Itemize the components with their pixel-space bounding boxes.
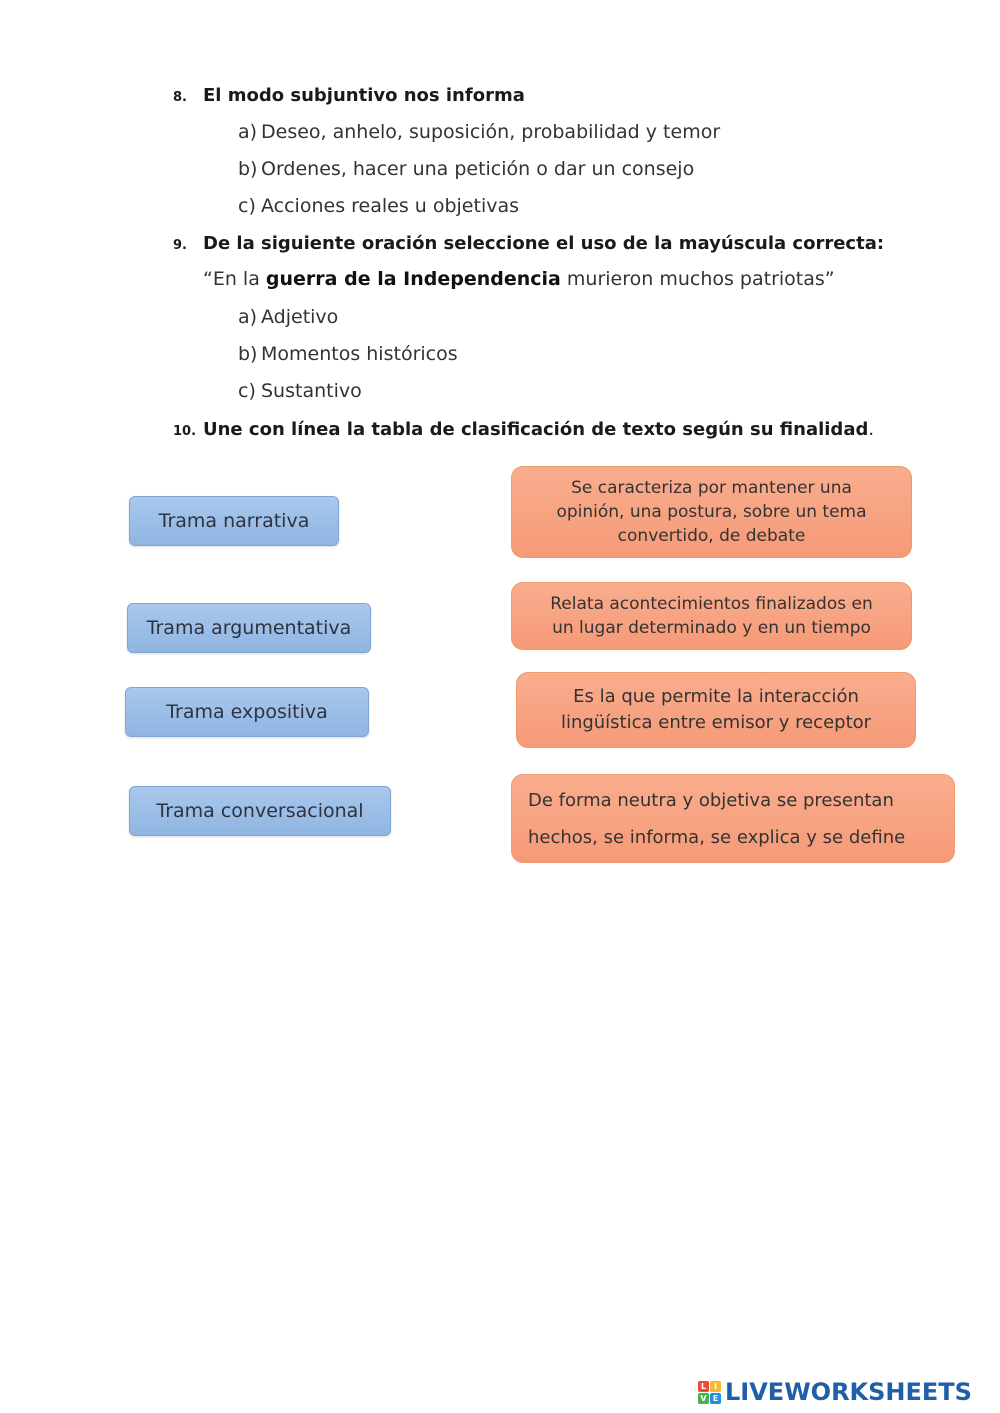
- question-10-suffix: .: [868, 419, 875, 440]
- question-8-option-c[interactable]: [238, 195, 519, 217]
- question-9-option-c[interactable]: [238, 380, 362, 402]
- definition-line: lingüística entre emisor y receptor: [560, 712, 872, 733]
- match-right-expositiva-definition[interactable]: [511, 774, 955, 863]
- match-left-trama-argumentativa[interactable]: [127, 603, 371, 653]
- option-text: Deseo, anhelo, suposición, probabilidad y temor: [261, 121, 721, 143]
- match-left-label: Trama expositiva: [166, 701, 328, 723]
- definition-line: Es la que permite la interacción: [573, 686, 859, 707]
- definition-line: De forma neutra y objetiva se presentan: [528, 789, 894, 811]
- match-right-narrativa-definition[interactable]: [511, 582, 912, 650]
- question-8-heading: [173, 85, 525, 106]
- option-letter: a): [238, 121, 258, 143]
- question-8-text: El modo subjuntivo nos informa: [203, 85, 525, 106]
- liveworksheets-logo[interactable]: [698, 1378, 972, 1406]
- option-text: Sustantivo: [261, 380, 362, 402]
- match-right-argumentativa-definition[interactable]: [511, 466, 912, 558]
- match-right-conversacional-definition[interactable]: [516, 672, 916, 748]
- quote-close: murieron muchos patriotas”: [560, 268, 835, 290]
- question-8-option-a[interactable]: [238, 121, 720, 143]
- match-left-trama-conversacional[interactable]: [129, 786, 391, 836]
- question-8-number: 8.: [173, 90, 187, 105]
- option-letter: a): [238, 306, 258, 328]
- option-text: Momentos históricos: [261, 343, 458, 365]
- logo-letter: L: [698, 1381, 709, 1392]
- definition-line: Se caracteriza por mantener una: [571, 478, 852, 498]
- question-9-option-a[interactable]: [238, 306, 338, 328]
- question-10-heading: [173, 419, 874, 440]
- question-9-quote: [203, 268, 835, 290]
- logo-letter: I: [710, 1381, 721, 1392]
- definition-line: opinión, una postura, sobre un tema: [556, 502, 867, 522]
- option-text: Acciones reales u objetivas: [261, 195, 520, 217]
- question-10-text: Une con línea la tabla de clasificación de texto según su finalidad: [203, 419, 869, 440]
- option-letter: b): [238, 158, 258, 180]
- definition-line: convertido, de debate: [617, 526, 806, 546]
- logo-mark-icon: [698, 1381, 721, 1404]
- question-10-number: 10.: [173, 424, 197, 439]
- definition-line: hechos, se informa, se explica y se define: [528, 826, 906, 848]
- match-left-label: Trama conversacional: [156, 800, 364, 822]
- option-letter: c): [238, 195, 256, 217]
- match-left-trama-narrativa[interactable]: [129, 496, 339, 546]
- question-9-option-b[interactable]: [238, 343, 458, 365]
- match-left-label: Trama argumentativa: [146, 617, 352, 639]
- definition-line: un lugar determinado y en un tiempo: [552, 618, 871, 638]
- option-letter: b): [238, 343, 258, 365]
- quote-bold: guerra de la Independencia: [265, 268, 561, 290]
- logo-text: LIVEWORKSHEETS: [725, 1378, 972, 1406]
- definition-line: Relata acontecimientos finalizados en: [550, 594, 873, 614]
- question-8-option-b[interactable]: [238, 158, 694, 180]
- quote-open: “En la: [203, 268, 266, 290]
- question-9-number: 9.: [173, 238, 187, 253]
- option-text: Adjetivo: [261, 306, 339, 328]
- logo-letter: E: [710, 1393, 721, 1404]
- match-left-trama-expositiva[interactable]: [125, 687, 369, 737]
- question-9-heading: [173, 233, 884, 254]
- question-9-text: De la siguiente oración seleccione el uso de la mayúscula correcta:: [203, 233, 885, 254]
- match-left-label: Trama narrativa: [158, 510, 310, 532]
- logo-letter: V: [698, 1393, 709, 1404]
- option-letter: c): [238, 380, 256, 402]
- option-text: Ordenes, hacer una petición o dar un consejo: [261, 158, 695, 180]
